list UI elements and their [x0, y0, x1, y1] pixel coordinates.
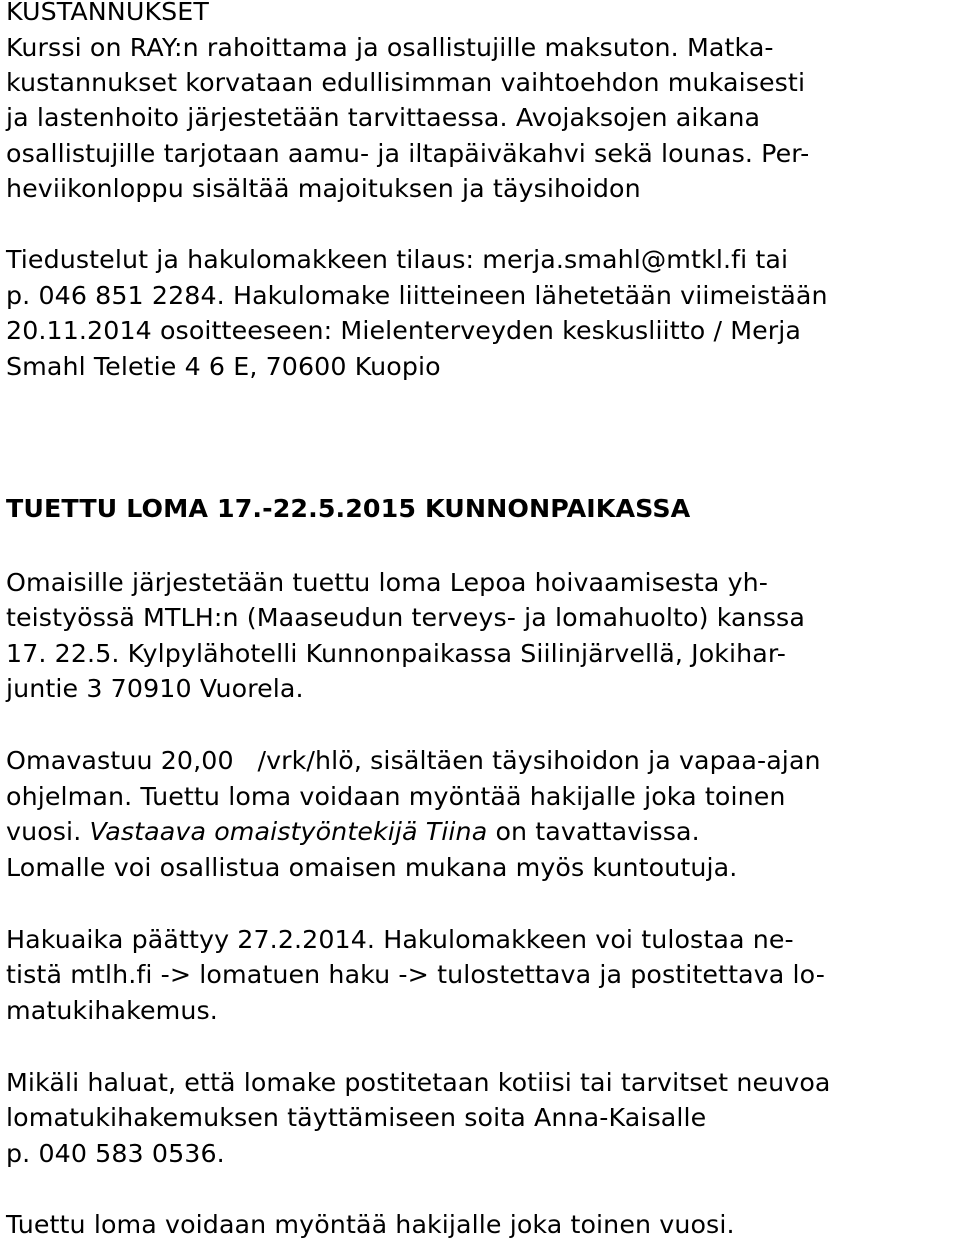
- costs-line-2: kustannukset korvataan edullisimman vaihtoehdon mukaisesti: [6, 68, 806, 97]
- holiday-contact-line-3: p. 040 583 0536.: [6, 1139, 225, 1168]
- inquiry-line-3: 20.11.2014 osoitteeseen: Mielenterveyden keskusliitto / Merja: [6, 316, 802, 345]
- costs-line-4: osallistujille tarjotaan aamu- ja iltapäiväkahvi sekä lounas. Per-: [6, 139, 810, 168]
- inquiry-line-2: p. 046 851 2284. Hakulomake liitteineen lähetetään viimeistään: [6, 281, 828, 310]
- holiday-contact-line-2: lomatukihakemuksen täyttämiseen soita Anna-Kaisalle: [6, 1103, 707, 1132]
- holiday-deadline-line-2: tistä mtlh.fi -> lomatuen haku -> tulostettava ja postitettava lo-: [6, 960, 825, 989]
- holiday-cost-line-1-prefix: Omavastuu 20,00: [6, 746, 242, 775]
- holiday-closing-line: Tuettu loma voidaan myöntää hakijalle joka toinen vuosi.: [6, 1210, 735, 1239]
- holiday-deadline-line-3: matukihakemus.: [6, 996, 218, 1025]
- costs-line-5: heviikonloppu sisältää majoituksen ja täysihoidon: [6, 174, 641, 203]
- holiday-cost-line-3-suffix: on tavattavissa.: [487, 817, 700, 846]
- holiday-intro-line-2: teistyössä MTLH:n (Maaseudun terveys- ja lomahuolto) kanssa: [6, 603, 805, 632]
- inquiry-line-1: Tiedustelut ja hakulomakkeen tilaus: merja.smahl@mtkl.fi tai: [6, 245, 789, 274]
- holiday-cost-line-1: [6, 746, 821, 776]
- holiday-cost-line-3: [6, 817, 700, 847]
- holiday-cost-line-2: ohjelman. Tuettu loma voidaan myöntää hakijalle joka toinen: [6, 782, 786, 811]
- holiday-contact-person: Vastaava omaistyöntekijä Tiina: [89, 817, 488, 846]
- costs-heading: KUSTANNUKSET: [6, 0, 209, 26]
- missing-glyph-icon: [242, 751, 258, 770]
- holiday-heading: TUETTU LOMA 17.-22.5.2015 KUNNONPAIKASSA: [6, 494, 691, 523]
- holiday-intro-line-3: 17. 22.5. Kylpylähotelli Kunnonpaikassa Siilinjärvellä, Jokihar-: [6, 639, 787, 668]
- holiday-contact-line-1: Mikäli haluat, että lomake postitetaan kotiisi tai tarvitset neuvoa: [6, 1068, 831, 1097]
- holiday-deadline-line-1: Hakuaika päättyy 27.2.2014. Hakulomakkeen voi tulostaa ne-: [6, 925, 794, 954]
- holiday-intro-line-4: juntie 3 70910 Vuorela.: [6, 674, 304, 703]
- holiday-cost-line-4: Lomalle voi osallistua omaisen mukana myös kuntoutuja.: [6, 853, 738, 882]
- holiday-cost-line-3-prefix: vuosi.: [6, 817, 90, 846]
- inquiry-line-4: Smahl Teletie 4 6 E, 70600 Kuopio: [6, 352, 441, 381]
- holiday-intro-line-1: Omaisille järjestetään tuettu loma Lepoa hoivaamisesta yh-: [6, 568, 769, 597]
- costs-line-3: ja lastenhoito järjestetään tarvittaessa. Avojaksojen aikana: [6, 103, 761, 132]
- holiday-cost-line-1-suffix: /vrk/hlö, sisältäen täysihoidon ja vapaa-ajan: [257, 746, 821, 775]
- costs-line-1: Kurssi on RAY:n rahoittama ja osallistujille maksuton. Matka-: [6, 33, 774, 62]
